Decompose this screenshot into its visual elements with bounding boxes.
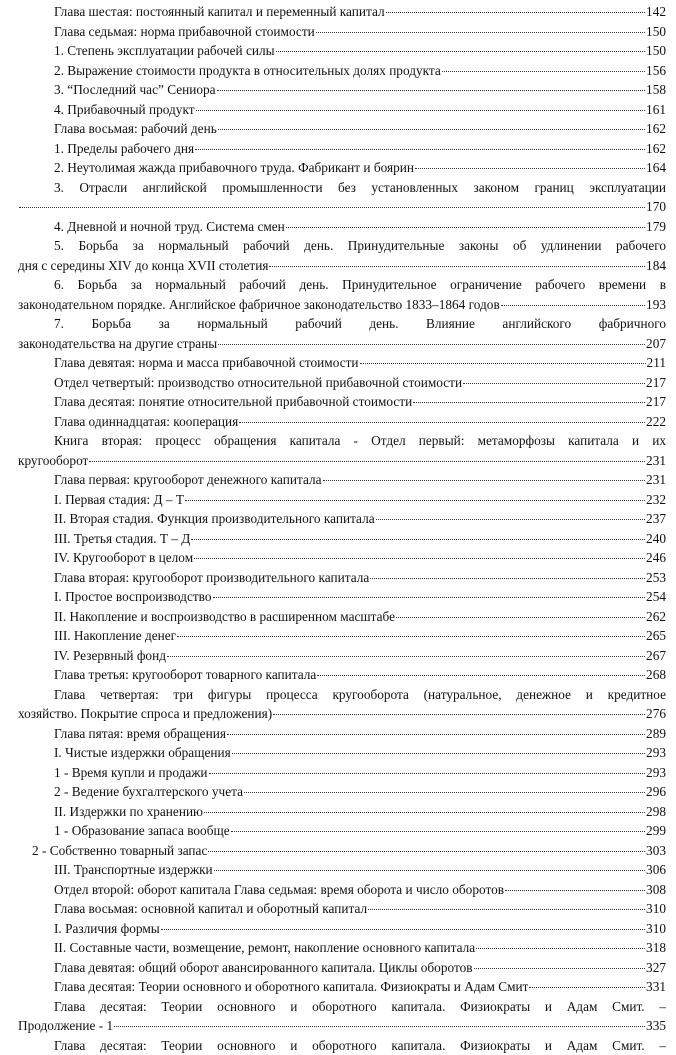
toc-entry-page: 170 — [646, 197, 666, 217]
toc-entry-title: 4. Прибавочный продукт — [54, 100, 195, 120]
toc-entry[interactable] — [18, 373, 666, 393]
toc-entry-page: 265 — [646, 626, 666, 646]
toc-entry[interactable] — [18, 158, 666, 178]
dot-leader — [191, 539, 645, 540]
toc-entry-page: 232 — [646, 490, 666, 510]
dot-leader — [208, 851, 645, 852]
toc-entry-title: 2. Выражение стоимости продукта в относительных долях продукта — [54, 61, 441, 81]
toc-entry-title: IV. Резервный фонд — [54, 646, 166, 666]
dot-leader — [276, 51, 646, 52]
toc-entry[interactable] — [18, 665, 666, 685]
toc-entry[interactable] — [18, 685, 666, 724]
toc-entry[interactable] — [18, 548, 666, 568]
toc-entry[interactable] — [18, 431, 666, 470]
toc-entry-title: Глава вторая: кругооборот производительного капитала — [54, 568, 369, 588]
toc-entry[interactable] — [18, 626, 666, 646]
toc-entry[interactable] — [18, 763, 666, 783]
toc-entry-title: II. Накопление и воспроизводство в расширенном масштабе — [54, 607, 395, 627]
toc-entry-title: 1. Пределы рабочего дня — [54, 139, 194, 159]
toc-entry-page: 262 — [646, 607, 666, 627]
toc-entry-page: 150 — [646, 41, 666, 61]
toc-entry-title: Глава восьмая: рабочий день — [54, 119, 217, 139]
toc-entry[interactable] — [18, 821, 666, 841]
dot-leader — [505, 890, 645, 891]
toc-entry-page: 231 — [646, 451, 666, 471]
toc-entry-title: 3. “Последний час” Сениора — [54, 80, 216, 100]
toc-entry-title: I. Простое воспроизводство — [54, 587, 212, 607]
toc-entry-page: 318 — [646, 938, 666, 958]
dot-leader — [167, 656, 645, 657]
toc-entry[interactable] — [18, 724, 666, 744]
toc-entry-page: 267 — [646, 646, 666, 666]
toc-entry-title: I. Различия формы — [54, 919, 160, 939]
toc-entry-title: Глава восьмая: основной капитал и оборотный капитал — [54, 899, 367, 919]
dot-leader — [213, 597, 646, 598]
toc-entry[interactable] — [18, 41, 666, 61]
toc-entry-page: 231 — [646, 470, 666, 490]
toc-entry[interactable] — [18, 353, 666, 373]
toc-entry-title: Отдел второй: оборот капитала Глава седьмая: время оборота и число оборотов — [54, 880, 504, 900]
toc-entry[interactable] — [18, 22, 666, 42]
toc-entry-title: I. Чистые издержки обращения — [54, 743, 231, 763]
toc-entry-page: 246 — [646, 548, 666, 568]
toc-entry-page: 253 — [646, 568, 666, 588]
toc-entry-title: кругооборот — [18, 451, 88, 471]
toc-entry-title: Глава десятая: Теории основного и оборотного капитала. Физиократы и Адам Смит — [54, 977, 528, 997]
dot-leader — [370, 578, 645, 579]
toc-entry-title: дня с середины XIV до конца XVII столетия — [18, 256, 268, 276]
toc-entry-page: 164 — [646, 158, 666, 178]
toc-entry[interactable] — [18, 880, 666, 900]
toc-entry-title: 2 - Собственно товарный запас — [32, 841, 207, 861]
toc-entry-page: 240 — [646, 529, 666, 549]
toc-entry[interactable] — [18, 178, 666, 217]
toc-entry[interactable] — [18, 275, 666, 314]
toc-entry-page: 222 — [646, 412, 666, 432]
toc-entry-title-line: Глава четвертая: три фигуры процесса кругооборота (натуральное, денежное и кредитное — [18, 685, 666, 705]
toc-entry-title: II. Вторая стадия. Функция производительного капитала — [54, 509, 375, 529]
toc-entry-title: Глава шестая: постоянный капитал и переменный капитал — [54, 2, 385, 22]
toc-entry-title: Глава девятая: норма и масса прибавочной стоимости — [54, 353, 359, 373]
toc-entry-page: 156 — [646, 61, 666, 81]
toc-entry-title: Глава десятая: понятие относительной прибавочной стоимости — [54, 392, 412, 412]
dot-leader — [323, 480, 646, 481]
toc-entry-title-line: 6. Борьба за нормальный рабочий день. Принудительное ограничение рабочего времени в — [18, 275, 666, 295]
dot-leader — [19, 207, 645, 208]
toc-entry[interactable] — [18, 236, 666, 275]
toc-entry-page: 299 — [646, 821, 666, 841]
toc-entry-title: Глава одиннадцатая: кооперация — [54, 412, 238, 432]
toc-entry-page: 298 — [646, 802, 666, 822]
toc-entry[interactable] — [18, 119, 666, 139]
dot-leader — [244, 792, 645, 793]
dot-leader — [376, 519, 645, 520]
toc-entry[interactable] — [18, 1036, 666, 1055]
toc-entry-page: 335 — [646, 1016, 666, 1036]
toc-entry-page: 184 — [646, 256, 666, 276]
toc-entry-title: Глава первая: кругооборот денежного капитала — [54, 470, 322, 490]
toc-entry-page: 289 — [646, 724, 666, 744]
toc-entry-title-line: 3. Отрасли английской промышленности без установленных законом границ эксплуатации — [18, 178, 666, 198]
toc-entry[interactable] — [18, 2, 666, 22]
toc-entry-title: Глава седьмая: норма прибавочной стоимости — [54, 22, 315, 42]
dot-leader — [214, 870, 645, 871]
toc-entry-page: 179 — [646, 217, 666, 237]
dot-leader — [217, 90, 645, 91]
toc-entry-title: Глава третья: кругооборот товарного капитала — [54, 665, 316, 685]
toc-entry-title: III. Накопление денег — [54, 626, 176, 646]
dot-leader — [227, 734, 645, 735]
dot-leader — [317, 675, 645, 676]
toc-entry-title: хозяйство. Покрытие спроса и предложения) — [18, 704, 272, 724]
dot-leader — [218, 129, 645, 130]
toc-entry-title-line: Глава десятая: Теории основного и оборотного капитала. Физиократы и Адам Смит. – — [18, 997, 666, 1017]
dot-leader — [476, 948, 645, 949]
toc-entry[interactable] — [18, 80, 666, 100]
toc-entry[interactable] — [18, 509, 666, 529]
dot-leader — [463, 383, 645, 384]
toc-entry-page: 310 — [646, 899, 666, 919]
toc-entry[interactable] — [18, 490, 666, 510]
toc-entry-page: 303 — [646, 841, 666, 861]
toc-entry[interactable] — [18, 607, 666, 627]
toc-entry[interactable] — [18, 587, 666, 607]
toc-entry[interactable] — [18, 977, 666, 997]
dot-leader — [209, 773, 645, 774]
toc-entry-title: II. Составные части, возмещение, ремонт, накопление основного капитала — [54, 938, 475, 958]
toc-entry[interactable] — [18, 139, 666, 159]
dot-leader — [386, 12, 645, 13]
toc-entry-page: 254 — [646, 587, 666, 607]
toc-entry-page: 293 — [646, 743, 666, 763]
toc-entry[interactable] — [18, 899, 666, 919]
toc-entry-title: IV. Кругооборот в целом — [54, 548, 193, 568]
toc-entry-page: 276 — [646, 704, 666, 724]
table-of-contents — [18, 2, 666, 1055]
toc-entry-title: 1 - Время купли и продажи — [54, 763, 208, 783]
toc-entry[interactable] — [18, 919, 666, 939]
toc-entry[interactable] — [18, 860, 666, 880]
toc-entry-title: законодательном порядке. Английское фабричное законодательство 1833–1864 годов — [18, 295, 500, 315]
dot-leader — [231, 831, 645, 832]
toc-entry[interactable] — [18, 568, 666, 588]
toc-entry[interactable] — [18, 938, 666, 958]
toc-entry-title: 1 - Образование запаса вообще — [54, 821, 230, 841]
toc-entry[interactable] — [18, 802, 666, 822]
dot-leader — [316, 32, 645, 33]
toc-entry-page: 142 — [646, 2, 666, 22]
toc-entry-page: 207 — [646, 334, 666, 354]
dot-leader — [232, 753, 645, 754]
toc-entry-title: 1. Степень эксплуатации рабочей силы — [54, 41, 275, 61]
dot-leader — [529, 987, 645, 988]
toc-entry-page: 162 — [646, 119, 666, 139]
dot-leader — [177, 636, 645, 637]
toc-entry[interactable] — [18, 782, 666, 802]
dot-leader — [89, 461, 645, 462]
dot-leader — [114, 1026, 645, 1027]
toc-entry[interactable] — [18, 470, 666, 490]
toc-entry-page: 308 — [646, 880, 666, 900]
toc-entry[interactable] — [18, 412, 666, 432]
toc-entry-page: 331 — [646, 977, 666, 997]
toc-entry-page: 310 — [646, 919, 666, 939]
toc-entry-page: 217 — [646, 392, 666, 412]
dot-leader — [442, 71, 645, 72]
dot-leader — [239, 422, 645, 423]
dot-leader — [218, 344, 645, 345]
dot-leader — [413, 402, 645, 403]
dot-leader — [368, 909, 645, 910]
toc-entry-page: 150 — [646, 22, 666, 42]
toc-entry[interactable] — [18, 217, 666, 237]
toc-entry-title-line: 5. Борьба за нормальный рабочий день. Принудительные законы об удлинении рабочего — [18, 236, 666, 256]
toc-entry-title: III. Третья стадия. Т – Д — [54, 529, 190, 549]
toc-entry[interactable] — [18, 958, 666, 978]
toc-entry-title: Продолжение - 1 — [18, 1016, 113, 1036]
toc-entry-page: 237 — [646, 509, 666, 529]
dot-leader — [360, 363, 646, 364]
dot-leader — [474, 968, 646, 969]
dot-leader — [185, 500, 645, 501]
toc-entry-title: Глава девятая: общий оборот авансированного капитала. Циклы оборотов — [54, 958, 473, 978]
dot-leader — [396, 617, 645, 618]
toc-entry[interactable] — [18, 61, 666, 81]
dot-leader — [286, 227, 645, 228]
dot-leader — [196, 110, 646, 111]
toc-entry-page: 161 — [646, 100, 666, 120]
toc-entry-page: 193 — [646, 295, 666, 315]
toc-entry-title-line: Глава десятая: Теории основного и оборотного капитала. Физиократы и Адам Смит. – — [18, 1036, 666, 1055]
toc-entry[interactable] — [18, 743, 666, 763]
toc-entry-title: 2 - Ведение бухгалтерского учета — [54, 782, 243, 802]
toc-entry-title: 4. Дневной и ночной труд. Система смен — [54, 217, 285, 237]
toc-entry-page: 293 — [646, 763, 666, 783]
toc-entry-page: 217 — [646, 373, 666, 393]
toc-entry[interactable] — [18, 841, 666, 861]
toc-entry-page: 306 — [646, 860, 666, 880]
toc-entry-title: I. Первая стадия: Д – Т — [54, 490, 184, 510]
toc-entry[interactable] — [18, 529, 666, 549]
toc-entry-title-line: 7. Борьба за нормальный рабочий день. Влияние английского фабричного — [18, 314, 666, 334]
toc-entry-title: Отдел четвертый: производство относительной прибавочной стоимости — [54, 373, 462, 393]
toc-entry-page: 268 — [646, 665, 666, 685]
toc-entry[interactable] — [18, 392, 666, 412]
dot-leader — [204, 812, 645, 813]
toc-entry-page: 296 — [646, 782, 666, 802]
toc-entry[interactable] — [18, 314, 666, 353]
toc-entry-title: законодательства на другие страны — [18, 334, 217, 354]
toc-entry-title: 2. Неутолимая жажда прибавочного труда. Фабрикант и боярин — [54, 158, 414, 178]
dot-leader — [194, 558, 645, 559]
toc-entry-title-line: Книга вторая: процесс обращения капитала - Отдел первый: метаморфозы капитала и их — [18, 431, 666, 451]
dot-leader — [501, 305, 645, 306]
toc-entry[interactable] — [18, 100, 666, 120]
toc-entry[interactable] — [18, 997, 666, 1036]
dot-leader — [195, 149, 645, 150]
dot-leader — [415, 168, 645, 169]
dot-leader — [269, 266, 645, 267]
toc-entry-title: III. Транспортные издержки — [54, 860, 213, 880]
dot-leader — [273, 714, 645, 715]
toc-entry-page: 158 — [646, 80, 666, 100]
dot-leader — [161, 929, 645, 930]
toc-entry-title: Глава пятая: время обращения — [54, 724, 226, 744]
toc-entry-title: II. Издержки по хранению — [54, 802, 203, 822]
toc-entry-page: 211 — [647, 353, 666, 373]
toc-entry-page: 327 — [646, 958, 666, 978]
toc-entry[interactable] — [18, 646, 666, 666]
toc-entry-page: 162 — [646, 139, 666, 159]
